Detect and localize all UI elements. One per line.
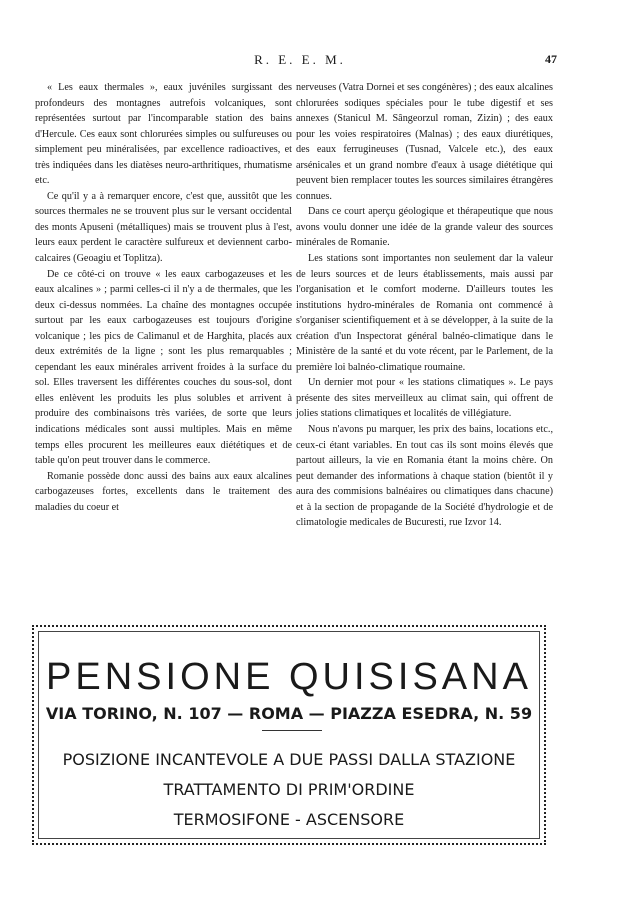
ad-line-amenities: TERMOSIFONE - ASCENSORE xyxy=(173,810,405,829)
ad-line-location: POSIZIONE INCANTEVOLE A DUE PASSI DALLA STAZIONE xyxy=(62,750,516,769)
paragraph: Dans ce court aperçu géologique et thérapeutique que nous avons voulu donner une idée de la grande valeur des sources minérales de Romanie. xyxy=(296,206,553,249)
paragraph: Ce qu'il y a à remarquer encore, c'est que, aussitôt que les sources thermales ne se trouvent plus sur le versant occidental des monts Apuseni (métalliques) mais se trouvent plus à l'est, leurs eaux perdent le caractère sulfureux et deviennent carbo-calcaires (Geoagiu et Toplitza). xyxy=(35,190,292,265)
ad-title: PENSIONE QUISISANA xyxy=(46,656,532,698)
paragraph: Romanie possède donc aussi des bains aux eaux alcalines carbogazeuses fortes, excellents dans le traitement des maladies du coeur et xyxy=(35,470,292,513)
page-header xyxy=(0,52,634,68)
ad-divider xyxy=(262,730,322,731)
ad-line-treatment: TRATTAMENTO DI PRIM'ORDINE xyxy=(163,780,415,799)
left-column xyxy=(35,80,292,515)
paragraph: Les stations sont importantes non seulement dar la valeur de leurs sources et de leurs établissements, mais aussi par l'organisation et le comfort moderne. D'ailleurs toutes les institutions hydro-minérales de Romania ont commencé à s'organiser scientifiquement et à se développer, à la suite de la création d'un Inspectorat général balnéo-climatique dans le Ministère de la santé et du vote récent, par le Parlement, de la première loi balnéo-climatique roumaine. xyxy=(296,253,553,373)
advertisement-inner-frame xyxy=(38,631,540,839)
advertisement-box xyxy=(32,625,546,845)
running-title: R. E. E. M. xyxy=(254,52,346,67)
ad-address: VIA TORINO, N. 107 — ROMA — PIAZZA ESEDRA, N. 59 xyxy=(45,704,533,723)
paragraph: nerveuses (Vatra Dornei et ses congénères) ; des eaux alcalines chlorurées sodiques spéciales pour le tube digestif et ses annexes (Stanicul M. Sângeorzul roman, Zizin) ; des eaux pour les voies respiratoires (Malnas) ; des eaux diurétiques, des eaux ferrugineuses (Tusnad, Valcele etc.), des eaux arsénicales et un grand nombre d'eaux à usage diététique qui peuvent bien remplacer toutes les sources similaires étrangères connues. xyxy=(296,82,553,202)
paragraph: Nous n'avons pu marquer, les prix des bains, locations etc., ceux-ci étant variables. En tout cas ils sont moins élevés que partout ailleurs, la vie en Romania étant la moins chère. On peut demander des informations à chaque station (bientôt il y aura des commisions balnéaires ou climatiques dans chacune) et à la section de propagande de la Société d'hydrologie et de climatologie medicales de Bucuresti, rue Izvor 14. xyxy=(296,424,553,529)
page-number: 47 xyxy=(545,52,557,66)
paragraph: De ce côté-ci on trouve « les eaux carbogazeuses et les eaux alcalines » ; parmi celles-ci il n'y a de thermales, que les deux ci-dessus nommées. La chaîne des montagnes occupée surtout par les eaux carbogazeuses est toujours d'origine volcanique ; les pics de Calimanul et de Harghita, placés aux deux extrémités de la ligne ; sont les plus remarquables ; cependant les eaux minérales arrivent froides à la surface du sol. Elles traversent les différentes couches du sous-sol, dont elles enlèvent les produits les plus solubles et arrivent à produire des combinaisons très variées, de sorte que leurs indications médicales sont aussi multiples. Mais en même temps elles procurent les meilleures eaux diététiques et de table qu'on peut trouver dans le commerce. xyxy=(35,268,292,467)
right-column xyxy=(296,80,553,531)
paragraph: Un dernier mot pour « les stations climatiques ». Le pays présente des sites merveilleux au climat sain, qui offrent de jolies stations climatiques et localités de villégiature. xyxy=(296,377,553,420)
paragraph: « Les eaux thermales », eaux juvéniles surgissant des profondeurs des montagnes autrefois volcaniques, sont représentées surtout par l'incomparable station des bains d'Hercule. Ces eaux sont chlorurées simples ou sulfureuses ou simplement peu minéralisées, par excellence radioactives, et très indiquées dans les diatèses neuro-arthritiques, rhumatisme etc. xyxy=(35,82,292,187)
